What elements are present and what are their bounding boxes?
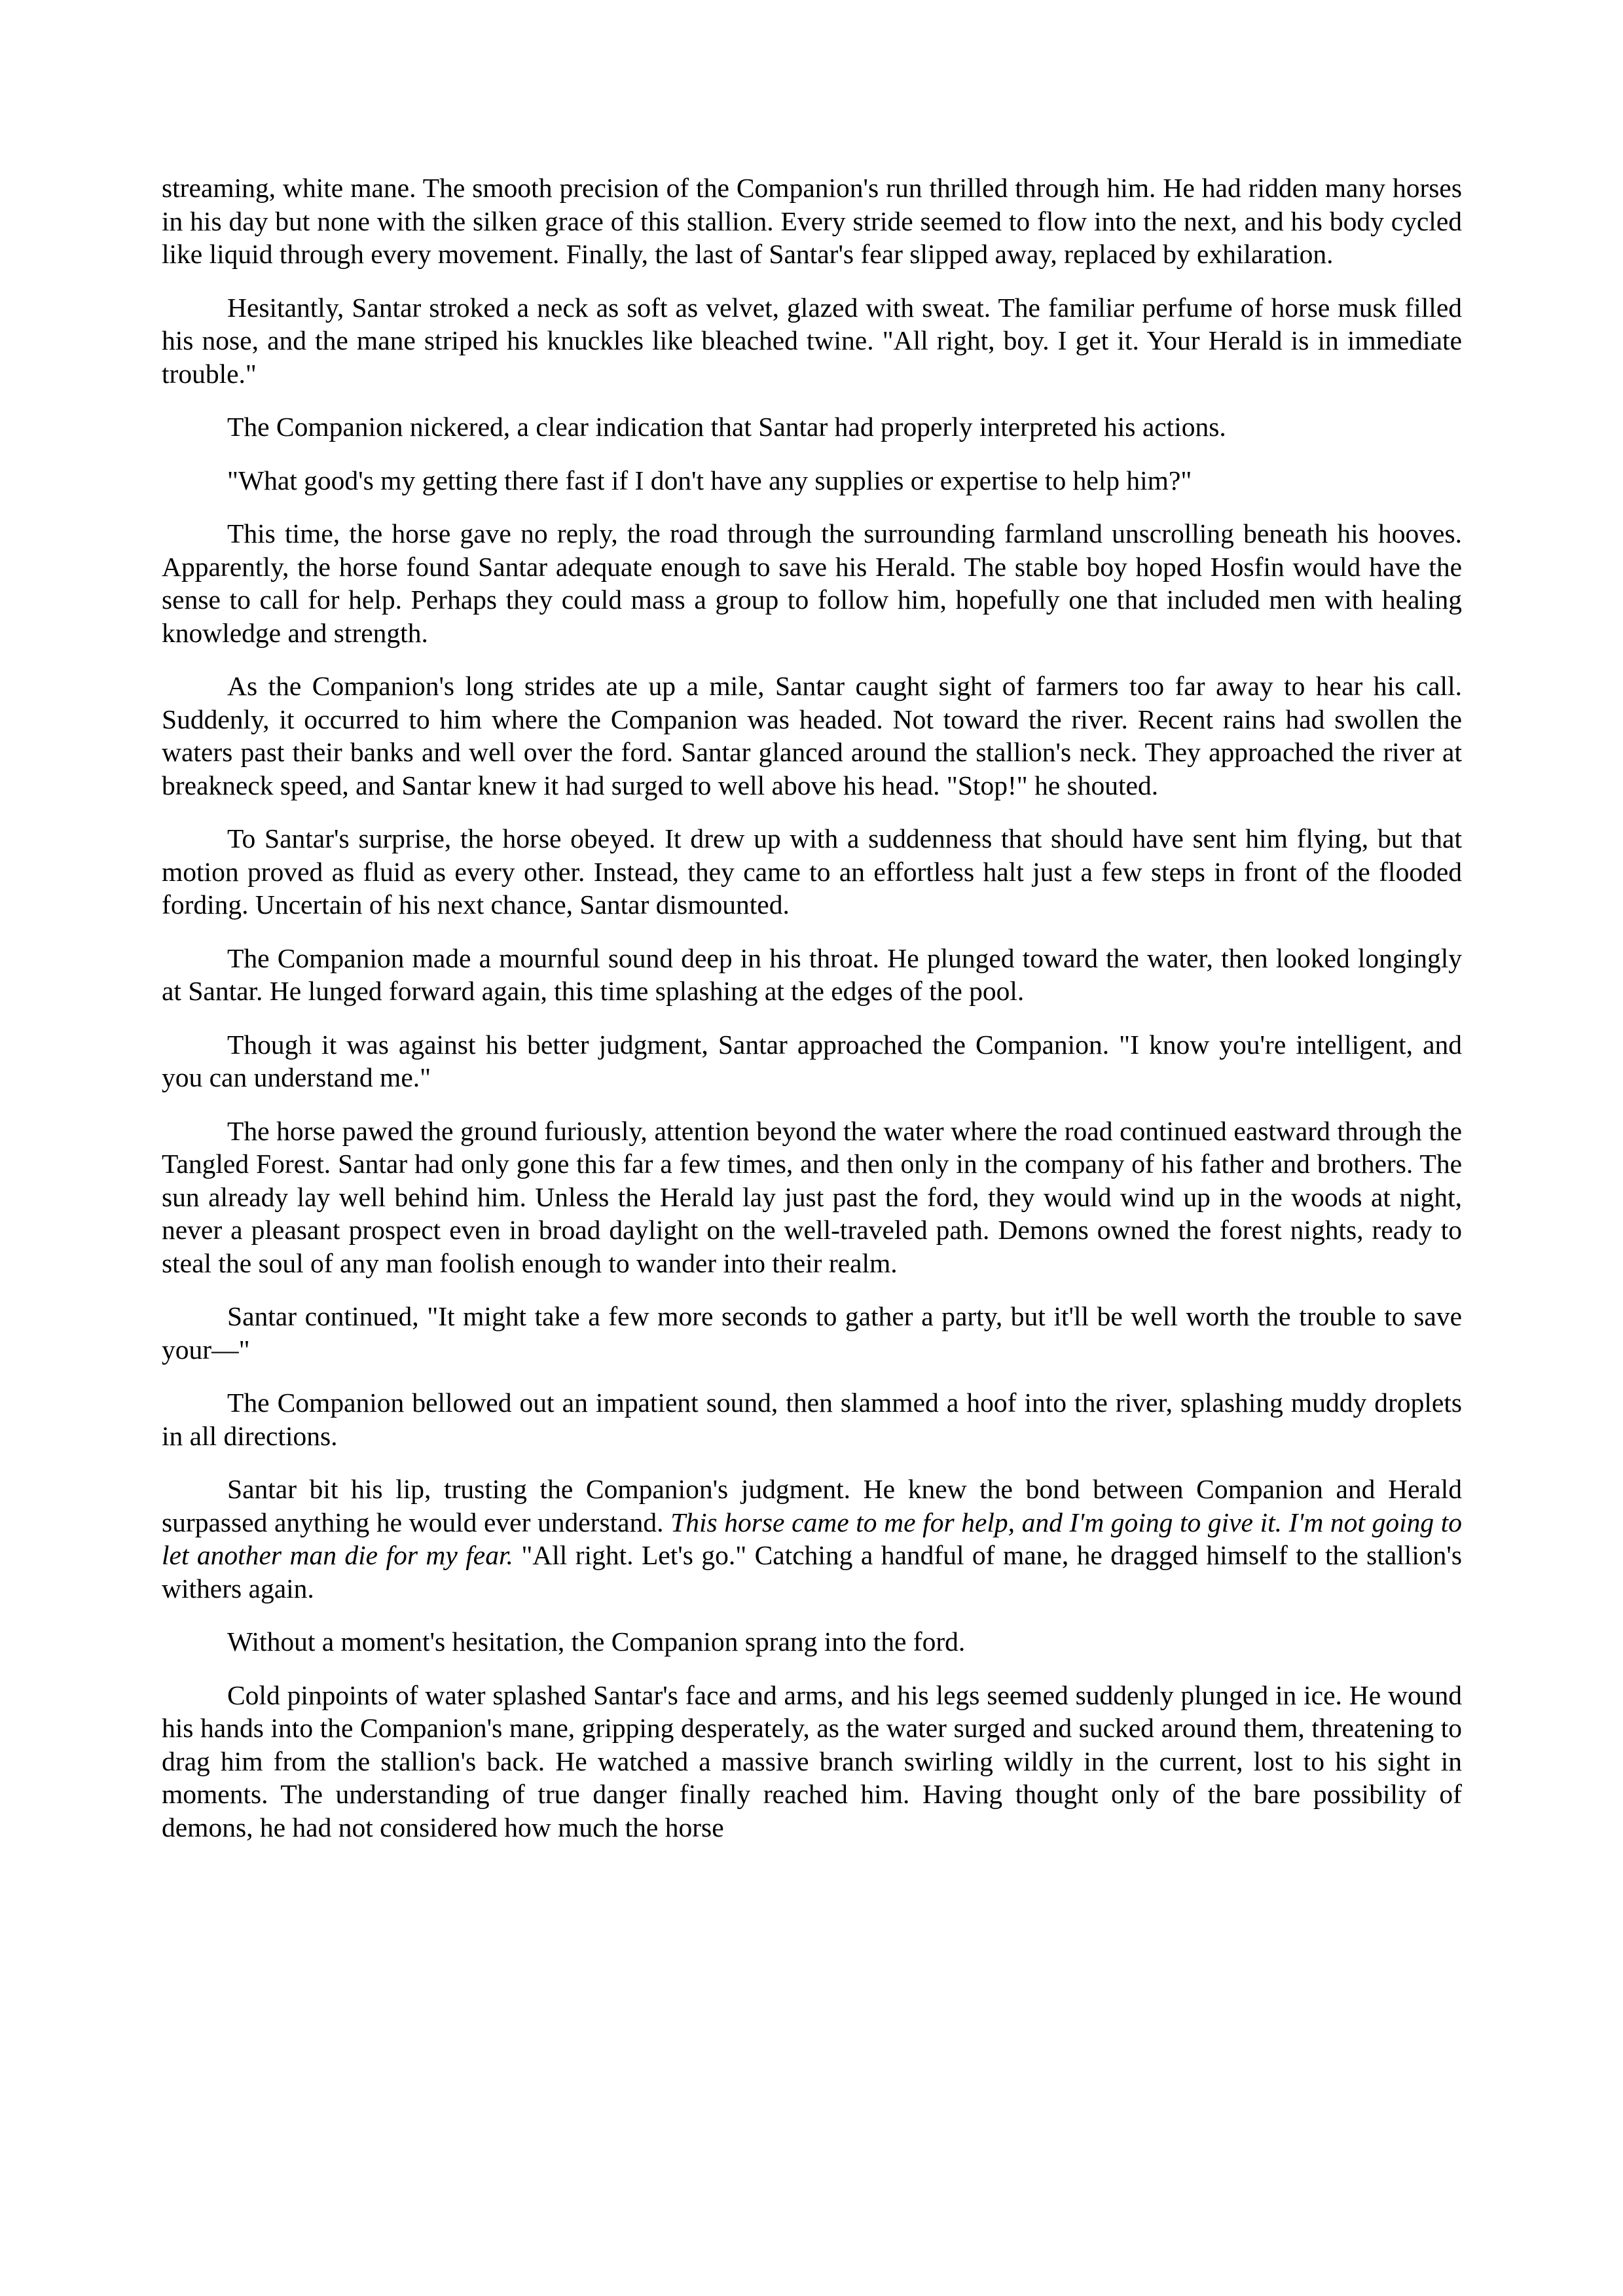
paragraph-10: The horse pawed the ground furiously, attention beyond the water where the road continued eastward through the Tangled Forest. Santar had only gone this far a few times, and then only in the company of his father and brothers. The sun already lay well behind him. Unless the Herald lay just past the ford, they would wind up in the woods at night, never a pleasant prospect even in broad daylight on the well-traveled path. Demons owned the forest nights, ready to steal the soul of any man foolish enough to wander into their realm. <box>162 1115 1462 1278</box>
paragraph-8: The Companion made a mournful sound deep in his throat. He plunged toward the water, then looked longingly at Santar. He lunged forward again, this time splashing at the edges of the pool. <box>162 942 1462 1006</box>
paragraph-1: streaming, white mane. The smooth precision of the Companion's run thrilled through him. He had ridden many horses in his day but none with the silken grace of this stallion. Every stride seemed to flow into the next, and his body cycled like liquid through every movement. Finally, the last of Santar's fear slipped away, replaced by exhilaration. <box>162 173 1462 269</box>
paragraph-7: To Santar's surprise, the horse obeyed. It drew up with a suddenness that should have sent him flying, but that motion proved as fluid as every other. Instead, they came to an effortless halt just a few steps in front of the flooded fording. Uncertain of his next chance, Santar dismounted. <box>162 823 1462 920</box>
paragraph-14: Without a moment's hesitation, the Companion sprang into the ford. <box>227 1626 966 1657</box>
paragraph-12: The Companion bellowed out an impatient sound, then slammed a hoof into the river, splashing muddy droplets in all directions. <box>162 1388 1462 1451</box>
paragraph-11: Santar continued, "It might take a few more seconds to gather a party, but it'll be well worth the trouble to save your—" <box>162 1301 1462 1365</box>
paragraph-5: This time, the horse gave no reply, the road through the surrounding farmland unscrolling beneath his hooves. Apparently, the horse found Santar adequate enough to save his Herald. The stable boy hoped Hosfin would have the sense to call for help. Perhaps they could mass a group to follow him, hopefully one that included men with healing knowledge and strength. <box>162 518 1462 648</box>
paragraph-4: "What good's my getting there fast if I don't have any supplies or expertise to help him?" <box>227 465 1192 495</box>
paragraph-3: The Companion nickered, a clear indication that Santar had properly interpreted his actions. <box>227 412 1226 442</box>
paragraph-2: Hesitantly, Santar stroked a neck as soft as velvet, glazed with sweat. The familiar perfume of horse musk filled his nose, and the mane striped his knuckles like bleached twine. "All right, boy. I get it. Your Herald is in immediate trouble." <box>162 292 1462 389</box>
paragraph-6: As the Companion's long strides ate up a mile, Santar caught sight of farmers too far away to hear his call. Suddenly, it occurred to him where the Companion was headed. Not toward the river. Recent rains had swollen the waters past their banks and well over the ford. Santar glanced around the stallion's neck. They approached the river at breakneck speed, and Santar knew it had surged to well above his head. "Stop!" he shouted. <box>162 671 1462 800</box>
book-page <box>162 171 1462 1844</box>
paragraph-13-after: "All right. Let's go." Catching a handful of mane, he dragged himself to the stallion's withers again. <box>162 1540 1462 1604</box>
italic-thought: This horse came to me for help, and I'm going to give it. I'm not going to let another man die for my fear. <box>162 1507 1463 1570</box>
paragraph-9: Though it was against his better judgment, Santar approached the Companion. "I know you're intelligent, and you can understand me." <box>162 1029 1462 1092</box>
paragraph-13 <box>162 1473 1462 1605</box>
paragraph-15: Cold pinpoints of water splashed Santar's face and arms, and his legs seemed suddenly plunged in ice. He wound his hands into the Companion's mane, gripping desperately, as the water surged and sucked around them, threatening to drag him from the stallion's back. He watched a massive branch swirling wildly in the current, lost to his sight in moments. The understanding of true danger finally reached him. Having thought only of the bare possibility of demons, he had not considered how much the horse <box>162 1679 1462 1842</box>
paragraph-13-before: Santar bit his lip, trusting the Companion's judgment. He knew the bond between Companion and Herald surpassed anything he would ever understand. <box>162 1474 1462 1537</box>
